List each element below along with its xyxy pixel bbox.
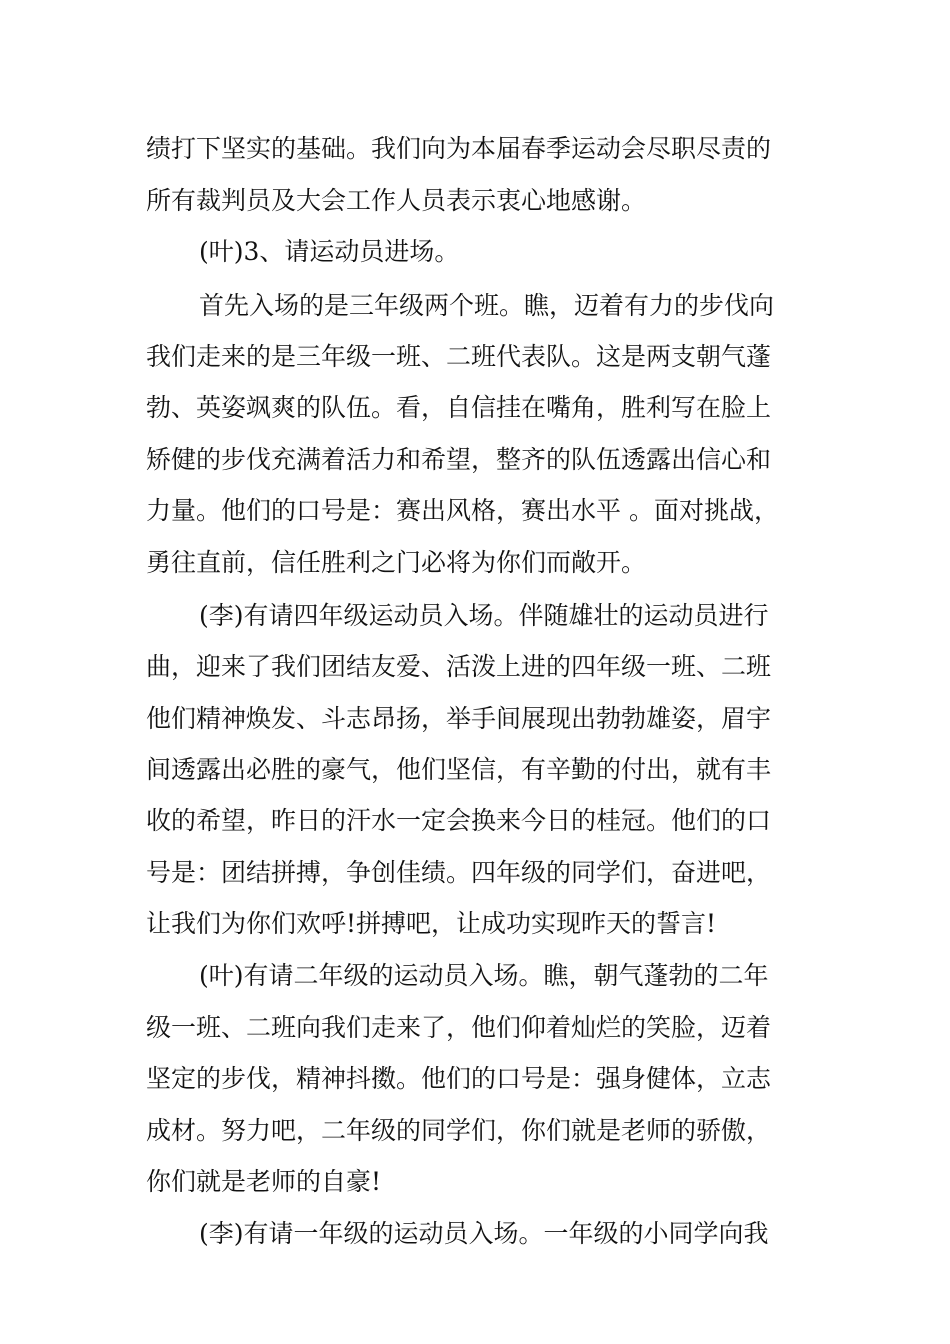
line-text: (叶)3、请运动员进场。 — [199, 237, 460, 266]
line-text: 我们走来的是三年级一班、二班代表队。这是两支朝气蓬 — [146, 342, 772, 371]
line-text: 间透露出必胜的豪气，他们坚信，有辛勤的付出，就有丰 — [146, 755, 772, 784]
text-line — [0, 1162, 950, 1202]
text-line — [0, 1008, 950, 1048]
text-line — [0, 956, 950, 996]
text-line — [0, 699, 950, 739]
text-line — [0, 904, 950, 944]
line-text: 勃、英姿飒爽的队伍。看，自信挂在嘴角，胜利写在脸上 — [146, 393, 772, 422]
line-text: 你们就是老师的自豪! — [146, 1167, 382, 1196]
line-text: 矫健的步伐充满着活力和希望，整齐的队伍透露出信心和 — [146, 445, 772, 474]
text-line — [0, 543, 950, 583]
line-text: 绩打下坚实的基础。我们向为本届春季运动会尽职尽责的 — [146, 134, 772, 163]
text-line — [0, 1059, 950, 1099]
text-line — [0, 388, 950, 428]
text-line — [0, 750, 950, 790]
text-line — [0, 491, 950, 531]
text-line — [0, 129, 950, 169]
line-text: 他们精神焕发、斗志昂扬，举手间展现出勃勃雄姿，眉宇 — [146, 704, 772, 733]
line-text: 收的希望，昨日的汗水一定会换来今日的桂冠。他们的口 — [146, 806, 772, 835]
text-line — [0, 647, 950, 687]
line-text: (李)有请四年级运动员入场。伴随雄壮的运动员进行 — [199, 601, 769, 630]
line-text: (叶)有请二年级的运动员入场。瞧，朝气蓬勃的二年 — [199, 961, 769, 990]
text-line — [0, 1111, 950, 1151]
line-text: 成材。努力吧，二年级的同学们，你们就是老师的骄傲， — [146, 1116, 772, 1145]
text-line — [0, 853, 950, 893]
line-text: 坚定的步伐，精神抖擞。他们的口号是：强身健体，立志 — [146, 1064, 772, 1093]
line-text: 勇往直前，信任胜利之门必将为你们而敞开。 — [146, 548, 647, 577]
text-line — [0, 440, 950, 480]
text-line — [0, 286, 950, 326]
text-line — [0, 801, 950, 841]
line-text: 力量。他们的口号是：赛出风格，赛出水平 。面对挑战， — [146, 496, 779, 525]
text-line — [0, 1214, 950, 1254]
line-text: (李)有请一年级的运动员入场。一年级的小同学向我 — [199, 1219, 769, 1248]
line-text: 级一班、二班向我们走来了，他们仰着灿烂的笑脸，迈着 — [146, 1013, 772, 1042]
line-text: 号是：团结拼搏，争创佳绩。四年级的同学们，奋进吧， — [146, 858, 772, 887]
text-line — [0, 232, 950, 272]
text-line — [0, 596, 950, 636]
text-line — [0, 337, 950, 377]
line-text: 首先入场的是三年级两个班。瞧，迈着有力的步伐向 — [199, 291, 775, 320]
line-text: 让我们为你们欢呼!拼搏吧，让成功实现昨天的誓言! — [146, 909, 717, 938]
line-text: 所有裁判员及大会工作人员表示衷心地感谢。 — [146, 186, 647, 215]
line-text: 曲，迎来了我们团结友爱、活泼上进的四年级一班、二班 — [146, 652, 772, 681]
text-line — [0, 181, 950, 221]
